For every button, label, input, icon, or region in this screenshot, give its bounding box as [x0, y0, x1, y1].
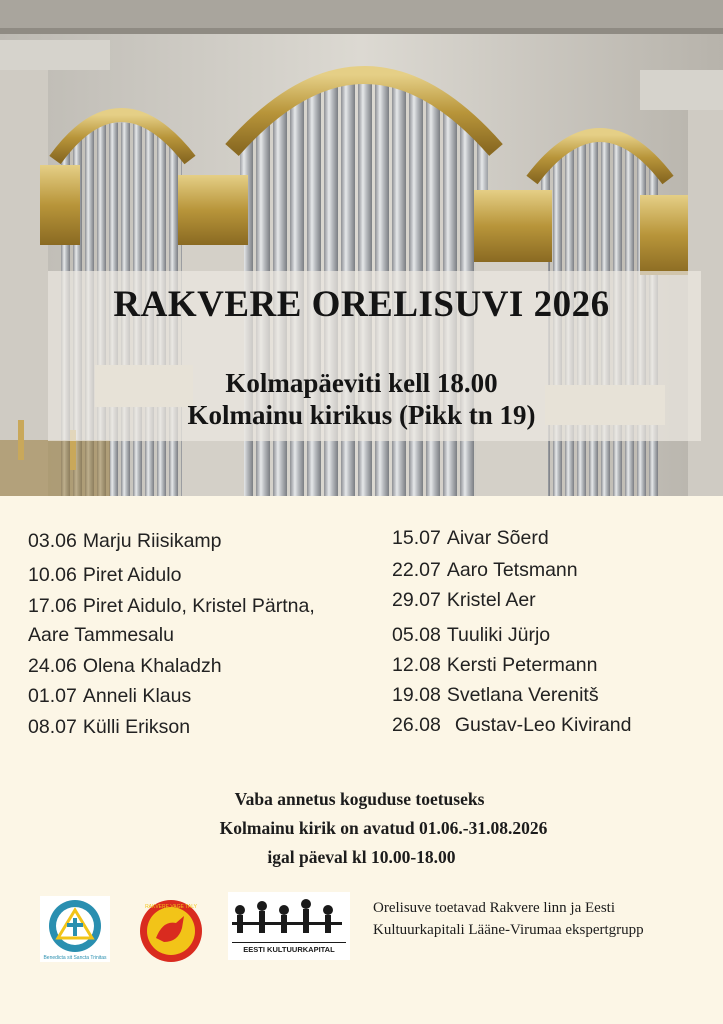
schedule-item [392, 624, 550, 647]
schedule-performer: Külli Erikson [82, 716, 191, 738]
subtitle-time: Kolmapäeviti kell 18.00 [225, 368, 498, 398]
sponsor-line: Orelisuve toetavad Rakvere linn ja Eesti [373, 900, 615, 916]
schedule-performer: Marju Riisikamp [82, 530, 222, 552]
schedule-date: 17.06 [28, 595, 77, 617]
schedule-date: 05.08 [392, 624, 441, 646]
schedule-performer: Anneli Klaus [82, 685, 192, 707]
schedule-date: 08.07 [28, 716, 77, 738]
schedule-date: 26.08 [392, 714, 441, 736]
sponsor-line: Kultuurkapitali Lääne-Virumaa ekspertgrupp [373, 922, 644, 938]
schedule-item [28, 716, 190, 739]
schedule-performer: Aare Tammesalu [28, 624, 174, 646]
schedule-performer: Aivar Sõerd [446, 527, 549, 549]
schedule-date: 12.08 [392, 654, 441, 676]
opening-hours: igal päeval kl 10.00-18.00 [267, 847, 456, 867]
schedule-performer: Tuuliki Jürjo [446, 624, 551, 646]
schedule-item [392, 654, 597, 677]
donation-note: Vaba annetus koguduse toetuseks [234, 789, 485, 809]
opening-dates: Kolmainu kirik on avatud 01.06.-31.08.2026 [219, 818, 548, 838]
schedule-performer: Piret Aidulo, Kristel Pärtna, [82, 595, 315, 617]
kulka-logo [228, 892, 350, 960]
page-title: RAKVERE ORELISUVI 2026 [113, 284, 610, 325]
schedule-date: 19.08 [392, 684, 441, 706]
schedule-item [28, 655, 222, 678]
rakvere-logo-text: RAKVERE VAGE TALY [145, 904, 197, 910]
schedule-item [392, 684, 599, 707]
schedule-performer: Aaro Tetsmann [446, 559, 578, 581]
schedule-performer: Kristel Aer [446, 589, 536, 611]
schedule-performer: Gustav-Leo Kivirand [454, 714, 632, 736]
subtitle-location: Kolmainu kirikus (Pikk tn 19) [187, 400, 536, 430]
schedule-item [392, 527, 549, 550]
schedule-item [28, 564, 181, 587]
schedule-item [28, 530, 222, 553]
schedule-item [392, 589, 536, 612]
schedule-date: 01.07 [28, 685, 77, 707]
schedule-item [392, 714, 631, 737]
sponsor-note [373, 897, 644, 941]
church-logo [40, 896, 110, 962]
schedule-item [28, 685, 191, 708]
schedule-date: 03.06 [28, 530, 77, 552]
schedule-date: 15.07 [392, 527, 441, 549]
schedule-performer: Olena Khaladzh [82, 655, 222, 677]
schedule-performer: Svetlana Verenitš [446, 684, 599, 706]
church-logo-text: Benedicta sit Sancta Trinitas [43, 955, 107, 961]
kulka-logo-text: EESTI KULTUURKAPITAL [243, 945, 335, 954]
schedule-item [28, 595, 315, 618]
schedule-date: 24.06 [28, 655, 77, 677]
schedule-date: 10.06 [28, 564, 77, 586]
schedule-performer: Piret Aidulo [82, 564, 182, 586]
schedule-performer: Kersti Petermann [446, 654, 598, 676]
schedule-date: 29.07 [392, 589, 441, 611]
schedule-item-continued [28, 624, 174, 647]
schedule-date: 22.07 [392, 559, 441, 581]
rakvere-logo [138, 898, 204, 964]
schedule-item [392, 559, 578, 582]
